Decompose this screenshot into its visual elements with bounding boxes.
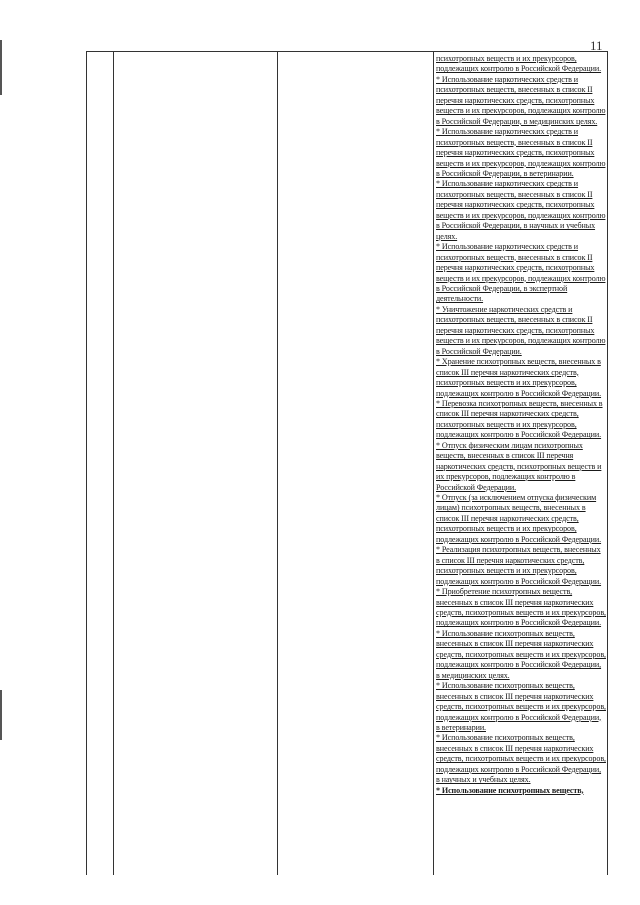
activity-entry: * Использование психотропных веществ, xyxy=(436,785,584,795)
activity-entry: психотропных веществ и их прекурсоров, подлежащих контролю в Российской Федерации. xyxy=(436,54,602,74)
activity-list xyxy=(436,54,606,796)
activity-entry: * Уничтожение наркотических средств и психотропных веществ, внесенных в список II перечня наркотических средств, психотропных веществ и их прекурсоров, подлежащих контролю в Российской Федерации. xyxy=(436,304,606,356)
activity-entry: * Использование психотропных веществ, внесенных в список III перечня наркотических средств, психотропных веществ и их прекурсоров, подлежащих контролю в Российской Федерации, в научных и учебных целях. xyxy=(436,733,606,785)
page-number: 11 xyxy=(590,38,603,53)
activity-entry: * Реализация психотропных веществ, внесенных в список III перечня наркотических средств, психотропных веществ и их прекурсоров, подлежащих контролю в Российской Федерации. xyxy=(436,545,602,586)
activity-entry: * Перевозка психотропных веществ, внесенных в список III перечня наркотических средств, психотропных веществ и их прекурсоров, подлежащих контролю в Российской Федерации. xyxy=(436,398,603,440)
activity-entry: * Использование наркотических средств и психотропных веществ, внесенных в список II перечня наркотических средств, психотропных веществ и их прекурсоров, подлежащих контролю в Российской Федерации, в экспертной деятельности. xyxy=(436,242,606,304)
activity-entry: * Приобретение психотропных веществ, внесенных в список III перечня наркотических средств, психотропных веществ и их прекурсоров, подлежащих контролю в Российской Федерации. xyxy=(436,587,606,628)
activity-entry: * Использование наркотических средств и психотропных веществ, внесенных в список II перечня наркотических средств, психотропных веществ и их прекурсоров, подлежащих контролю в Российской Федерации, в медицинских целях. xyxy=(436,74,606,126)
column-divider xyxy=(113,52,114,875)
scan-edge-mark xyxy=(0,690,2,740)
scan-edge-mark xyxy=(0,40,2,95)
activity-entry: * Использование психотропных веществ, внесенных в список III перечня наркотических средств, психотропных веществ и их прекурсоров, подлежащих контролю в Российской Федерации, в ветеринарии. xyxy=(436,681,606,732)
column-divider xyxy=(433,52,434,875)
activity-entry: * Использование психотропных веществ, внесенных в список III перечня наркотических средств, психотропных веществ и их прекурсоров, подлежащих контролю в Российской Федерации, в медицинских целях. xyxy=(436,628,606,680)
activity-entry: * Использование наркотических средств и психотропных веществ, внесенных в список II перечня наркотических средств, психотропных веществ и их прекурсоров, подлежащих контролю в Российской Федерации, в научных и учебных целях. xyxy=(436,179,606,241)
document-table xyxy=(86,51,608,875)
activity-entry: * Хранение психотропных веществ, внесенных в список III перечня наркотических средств, психотропных веществ и их прекурсоров, подлежащих контролю в Российской Федерации. xyxy=(436,357,602,398)
activity-entry: * Отпуск физическим лицам психотропных веществ, внесенных в список III перечня наркотических средств, психотропных веществ и их прекурсоров, подлежащих контролю в Российской Федерации. xyxy=(436,440,602,492)
activity-entry: * Использование наркотических средств и психотропных веществ, внесенных в список II перечня наркотических средств, психотропных веществ и их прекурсоров, подлежащих контролю в Российской Федерации, в ветеринарии. xyxy=(436,127,606,178)
activity-entry: * Отпуск (за исключением отпуска физическим лицам) психотропных веществ, внесенных в список III перечня наркотических средств, психотропных веществ и их прекурсоров, подлежащих контролю в Российской Федерации. xyxy=(436,493,602,544)
column-divider xyxy=(277,52,278,875)
